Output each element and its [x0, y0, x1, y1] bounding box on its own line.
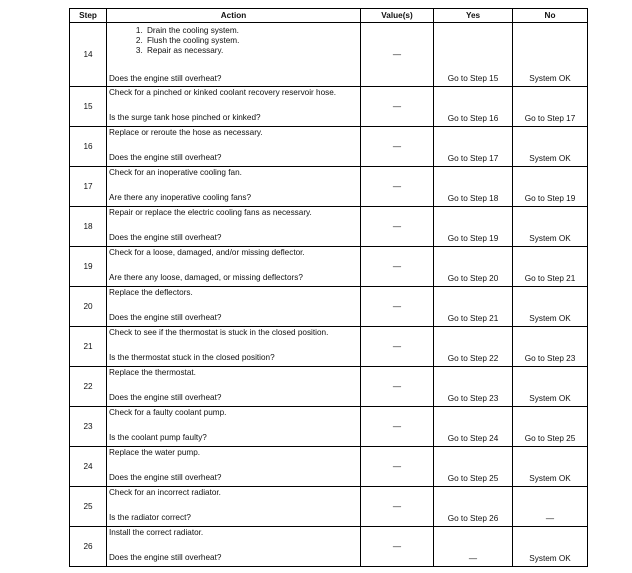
substep: 2. Flush the cooling system.	[145, 36, 358, 46]
yes-cell: Go to Step 17	[434, 127, 513, 167]
no-cell: System OK	[513, 207, 588, 247]
yes-cell: Go to Step 22	[434, 327, 513, 367]
table-row	[70, 367, 588, 407]
table-row	[70, 407, 588, 447]
action-instruction: Install the correct radiator.	[109, 528, 204, 537]
table-row	[70, 23, 588, 87]
action-cell	[107, 207, 361, 247]
action-instruction: Check to see if the thermostat is stuck in the closed position.	[109, 328, 329, 337]
table-row	[70, 527, 588, 567]
action-instruction: Check for a pinched or kinked coolant recovery reservoir hose.	[109, 88, 337, 97]
step-number: 24	[70, 447, 107, 487]
yes-cell: Go to Step 19	[434, 207, 513, 247]
yes-cell: Go to Step 26	[434, 487, 513, 527]
step-number: 18	[70, 207, 107, 247]
action-instruction: Check for a faulty coolant pump.	[109, 408, 227, 417]
action-question: Does the engine still overheat?	[109, 153, 222, 162]
no-cell: System OK	[513, 447, 588, 487]
yes-cell: Go to Step 16	[434, 87, 513, 127]
value-cell: —	[361, 527, 434, 567]
action-cell	[107, 247, 361, 287]
table-row	[70, 167, 588, 207]
action-question: Does the engine still overheat?	[109, 313, 222, 322]
value-cell: —	[361, 327, 434, 367]
value-cell: —	[361, 247, 434, 287]
action-instruction: Replace the deflectors.	[109, 288, 193, 297]
action-question: Does the engine still overheat?	[109, 74, 222, 83]
table-row	[70, 327, 588, 367]
table-row	[70, 247, 588, 287]
substep-list	[109, 26, 358, 56]
step-number: 22	[70, 367, 107, 407]
yes-cell: Go to Step 23	[434, 367, 513, 407]
value-cell: —	[361, 127, 434, 167]
action-instruction: Check for an inoperative cooling fan.	[109, 168, 242, 177]
action-question: Are there any loose, damaged, or missing deflectors?	[109, 273, 303, 282]
value-cell: —	[361, 287, 434, 327]
no-cell: Go to Step 23	[513, 327, 588, 367]
action-instruction: Check for an incorrect radiator.	[109, 488, 221, 497]
action-question: Does the engine still overheat?	[109, 233, 222, 242]
step-number: 15	[70, 87, 107, 127]
action-question: Is the radiator correct?	[109, 513, 191, 522]
table-row	[70, 207, 588, 247]
action-cell	[107, 127, 361, 167]
value-cell: —	[361, 487, 434, 527]
no-cell: System OK	[513, 127, 588, 167]
action-question: Are there any inoperative cooling fans?	[109, 193, 252, 202]
table-row	[70, 127, 588, 167]
action-cell	[107, 87, 361, 127]
substep: 1. Drain the cooling system.	[145, 26, 358, 36]
action-question: Does the engine still overheat?	[109, 553, 222, 562]
header-values: Value(s)	[361, 9, 434, 23]
table-row	[70, 87, 588, 127]
action-cell	[107, 23, 361, 87]
action-cell	[107, 327, 361, 367]
action-cell	[107, 167, 361, 207]
yes-cell: Go to Step 18	[434, 167, 513, 207]
yes-cell: Go to Step 21	[434, 287, 513, 327]
value-cell: —	[361, 167, 434, 207]
value-cell: —	[361, 23, 434, 87]
no-cell: System OK	[513, 23, 588, 87]
action-question: Is the thermostat stuck in the closed position?	[109, 353, 275, 362]
yes-cell: Go to Step 15	[434, 23, 513, 87]
step-number: 19	[70, 247, 107, 287]
value-cell: —	[361, 87, 434, 127]
action-instruction: Replace the water pump.	[109, 448, 201, 457]
action-instruction: Replace or reroute the hose as necessary.	[109, 128, 263, 137]
action-cell	[107, 407, 361, 447]
table-row	[70, 447, 588, 487]
yes-cell: Go to Step 24	[434, 407, 513, 447]
header-yes: Yes	[434, 9, 513, 23]
no-cell: —	[513, 487, 588, 527]
no-cell: Go to Step 21	[513, 247, 588, 287]
no-cell: System OK	[513, 527, 588, 567]
step-number: 16	[70, 127, 107, 167]
action-question: Does the engine still overheat?	[109, 473, 222, 482]
action-cell	[107, 527, 361, 567]
action-cell	[107, 487, 361, 527]
header-no: No	[513, 9, 588, 23]
no-cell: System OK	[513, 367, 588, 407]
table-row	[70, 487, 588, 527]
step-number: 25	[70, 487, 107, 527]
step-number: 21	[70, 327, 107, 367]
no-cell: System OK	[513, 287, 588, 327]
header-row	[70, 9, 588, 23]
yes-cell: Go to Step 25	[434, 447, 513, 487]
action-instruction: Replace the thermostat.	[109, 368, 196, 377]
step-number: 14	[70, 23, 107, 87]
no-cell: Go to Step 25	[513, 407, 588, 447]
action-instruction: Check for a loose, damaged, and/or missing deflector.	[109, 248, 305, 257]
step-number: 17	[70, 167, 107, 207]
yes-cell: —	[434, 527, 513, 567]
action-question: Does the engine still overheat?	[109, 393, 222, 402]
substep: 3. Repair as necessary.	[145, 46, 358, 56]
table-row	[70, 287, 588, 327]
action-cell	[107, 367, 361, 407]
value-cell: —	[361, 367, 434, 407]
action-instruction: Repair or replace the electric cooling fans as necessary.	[109, 208, 312, 217]
value-cell: —	[361, 447, 434, 487]
step-number: 23	[70, 407, 107, 447]
action-cell	[107, 287, 361, 327]
value-cell: —	[361, 207, 434, 247]
no-cell: Go to Step 19	[513, 167, 588, 207]
action-question: Is the surge tank hose pinched or kinked?	[109, 113, 261, 122]
action-cell	[107, 447, 361, 487]
value-cell: —	[361, 407, 434, 447]
header-step: Step	[70, 9, 107, 23]
step-number: 26	[70, 527, 107, 567]
header-action: Action	[107, 9, 361, 23]
action-question: Is the coolant pump faulty?	[109, 433, 207, 442]
step-number: 20	[70, 287, 107, 327]
no-cell: Go to Step 17	[513, 87, 588, 127]
diagnostic-table	[69, 8, 588, 567]
yes-cell: Go to Step 20	[434, 247, 513, 287]
